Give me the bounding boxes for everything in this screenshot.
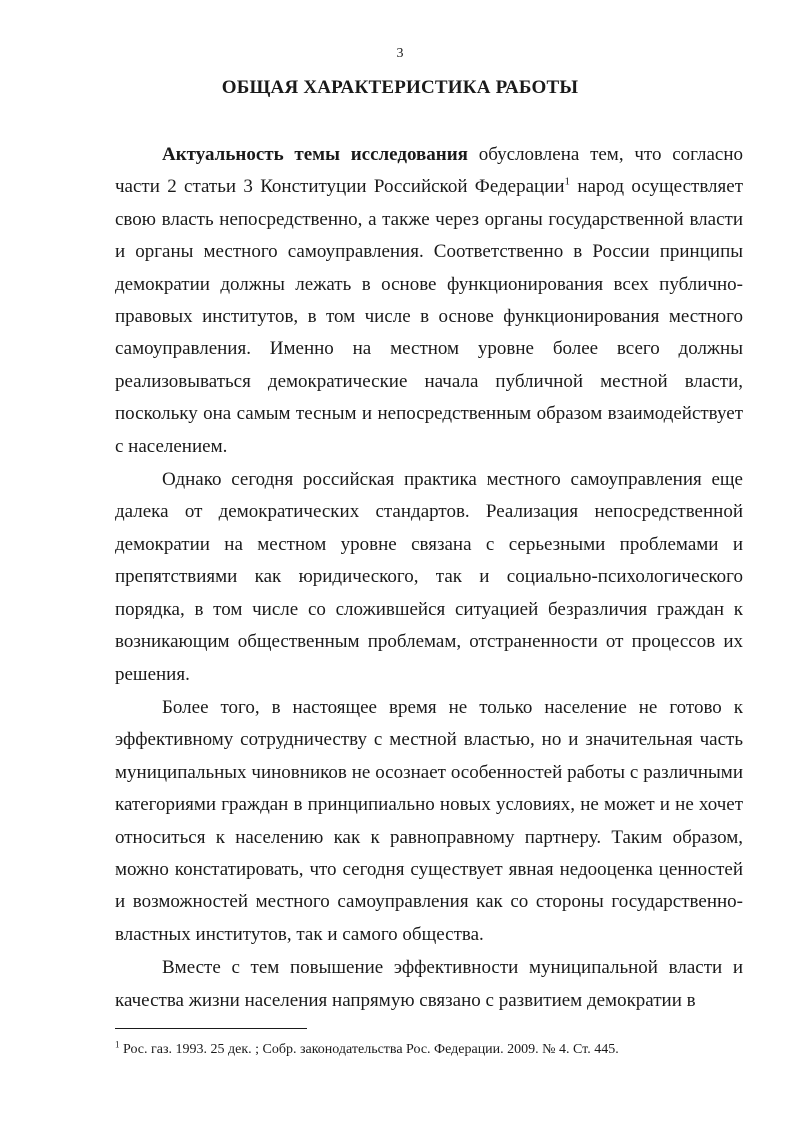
footnote-reference: 1 [564,176,571,189]
page-number: 3 [396,46,404,61]
footnote-divider [115,1028,307,1029]
body-text [115,139,743,1017]
paragraph-cooperation: Более того, в настоящее время не только население не готово к эффективному сотрудничеству с местной властью, но и значительная часть муниципальных чиновников не осознает особенностей работы с различными категориями граждан в принципиально новых условиях, не может и не хочет относиться к населению как к равноправному партнеру. Таким образом, можно констатировать, что сегодня существует явная недооценка ценностей и возможностей местного самоуправления как со стороны государственно-властных институтов, так и самого общества. [115,696,743,945]
footnote-marker: 1 [115,1039,120,1050]
page-title: ОБЩАЯ ХАРАКТЕРИСТИКА РАБОТЫ [221,77,579,98]
lead-term: Актуальность темы исследования [162,144,468,165]
paragraph-text: народ осуществляет свою власть непосредственно, а также через органы государственной власти и органы местного самоуправления. Соответственно в России принципы демократии должны лежать в основе функционирования всех публично-правовых институтов, в том числе в основе функционирования местного самоуправления. Именно на местном уровне более всего должны реализовываться демократические начала публичной местной власти, поскольку она самым тесным и непосредственным образом взаимодействует с населением. [115,176,743,457]
paragraph-efficiency: Вместе с тем повышение эффективности муниципальной власти и качества жизни населения напрямую связано с развитием демократии в [115,957,743,1011]
paragraph-text: обусловлена тем, что согласно части 2 статьи 3 Конституции Российской Федерации [115,144,743,198]
footnote-text: Рос. газ. 1993. 25 дек. ; Собр. законодательства Рос. Федерации. 2009. № 4. Ст. 445. [119,1042,619,1057]
paragraph-practice: Однако сегодня российская практика местного самоуправления еще далека от демократических стандартов. Реализация непосредственной демократии на местном уровне связана с серьезными проблемами и препятствиями как юридического, так и социально-психологического порядка, в том числе со сложившейся ситуацией безразличия граждан к возникающим общественным проблемам, отстраненности от процессов их решения. [115,469,743,685]
footnote [115,1041,743,1059]
paragraph-relevance [115,139,743,463]
